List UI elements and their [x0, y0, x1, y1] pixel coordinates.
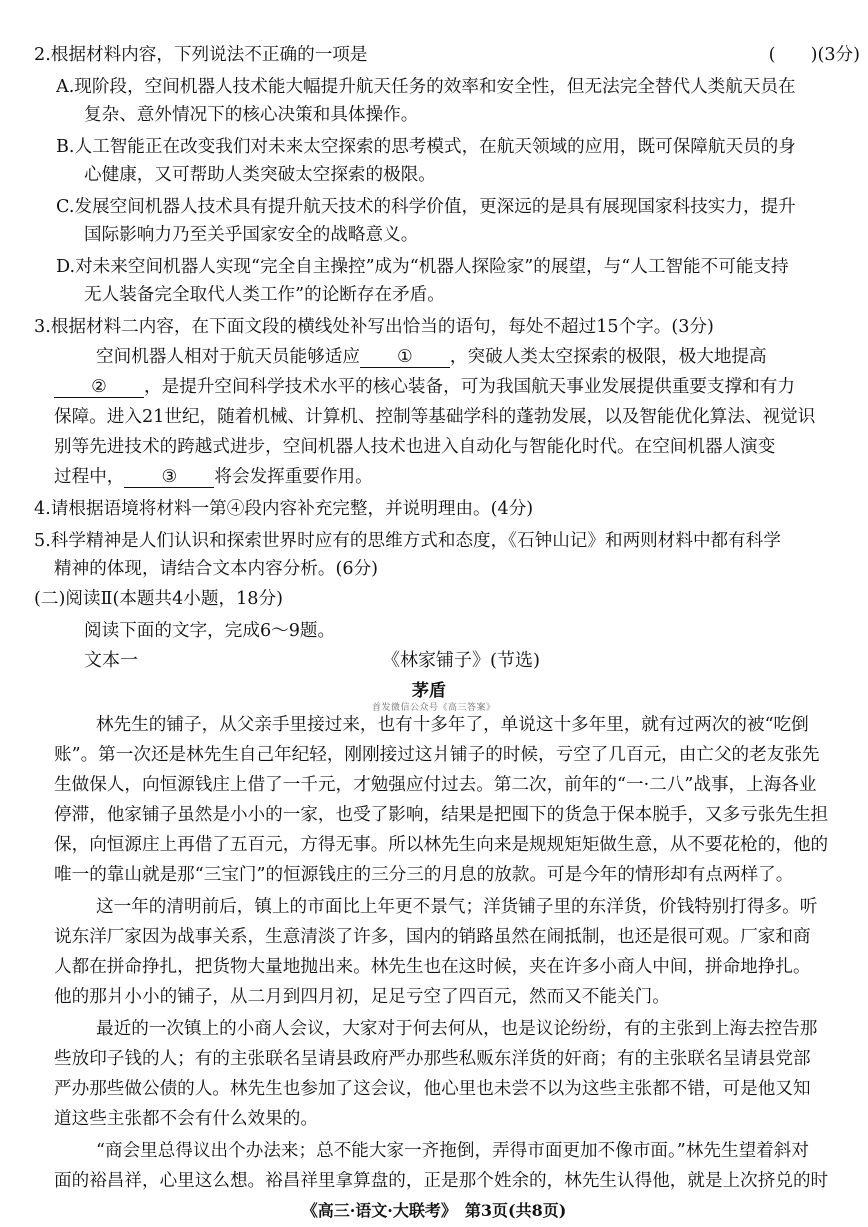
passage-line: 道这些主张都不会有什么效果的。: [54, 1109, 318, 1129]
q2-stem-text: 2.根据材料内容，下列说法不正确的一项是: [34, 45, 368, 65]
q3-text: ，突破人类太空探索的极限，极大地提高: [449, 347, 767, 367]
q3-blank-3: ③: [124, 467, 214, 488]
q2-option-a-line1: A.现阶段，空间机器人技术能大幅提升航天任务的效率和安全性，但无法完全替代人类航天员在: [56, 77, 796, 97]
q2-option-c-line2: 国际影响力乃至关乎国家安全的战略意义。: [84, 225, 419, 245]
q2-stem: [34, 44, 868, 66]
q3-paragraph-line2: [54, 376, 868, 398]
q2-option-d-line1: D.对未来空间机器人实现“完全自主操控”成为“机器人探险家”的展望，与“人工智能不可能支持: [56, 257, 789, 277]
passage-line: 保，向恒源庄上再借了五百元，方得无事。所以林先生向来是规规矩矩做生意，从不要花枪的，他的: [54, 835, 829, 855]
q2-option-c-line1: C.发展空间机器人技术具有提升航天技术的科学价值，更深远的是具有展现国家科技实力，提升: [56, 197, 796, 217]
section-heading: (二)阅读Ⅱ(本题共4小题，18分): [34, 589, 283, 609]
passage-line: 严办那些做公债的人。林先生也参加了这会议，他心里也未尝不以为这些主张都不错，可是他又知: [54, 1079, 811, 1099]
q3-blank-1: ①: [360, 347, 450, 368]
passage-line: 说东洋厂家因为战事关系，生意清淡了许多，国内的销路虽然在闹抵制，也还是很可观。厂家和商: [54, 927, 811, 947]
q2-option-b-line2: 心健康，又可帮助人类突破太空探索的极限。: [84, 165, 436, 185]
q5-stem-line1: 5.科学精神是人们认识和探索世界时应有的思维方式和态度，《石钟山记》和两则材料中都有科学: [34, 531, 781, 551]
q3-text: 空间机器人相对于航天员能够适应: [96, 347, 360, 367]
passage-line: 这一年的清明前后，镇上的市面比上年更不景气；洋货铺子里的东洋货，价钱特别打得多。听: [96, 897, 818, 917]
q3-text: 过程中，: [54, 467, 125, 487]
passage-line: 面的裕昌祥，心里这么想。裕昌祥里拿算盘的，正是那个姓余的，林先生认得他，就是上次挤兑的时: [54, 1171, 829, 1191]
q3-paragraph-line1: [96, 346, 868, 368]
passage-line: 账”。第一次还是林先生自己年纪轻，刚刚接过这爿铺子的时候，亏空了几百元，由亡父的老友张先: [54, 745, 820, 765]
q2-option-a-line2: 复杂、意外情况下的核心决策和具体操作。: [84, 105, 419, 125]
page-footer: 《高三·语文·大联考》 第3页(共8页): [301, 1201, 567, 1220]
passage-line: 他的那爿小小的铺子，从二月到四月初，足足亏空了四百元，然而又不能关门。: [54, 987, 670, 1007]
passage-line: 停滞，他家铺子虽然是小小的一家，也受了影响，结果是把囤下的货急于保本脱手，又多亏张先生担: [54, 805, 829, 825]
watermark-text: 首发微信公众号《高三答案》: [372, 703, 496, 713]
q3-blank-2: ②: [54, 377, 144, 398]
q2-option-b-line1: B.人工智能正在改变我们对未来太空探索的思考模式，在航天领域的应用，既可保障航天员的身: [56, 137, 796, 157]
passage-line: 人都在拼命挣扎，把货物大量地抛出来。林先生也在这时候，夹在许多小商人中间，拼命地挣扎。: [54, 957, 811, 977]
passage-author: 茅盾: [412, 681, 446, 701]
passage-line: 些放印子钱的人；有的主张联名呈请县政府严办那些私贩东洋货的奸商；有的主张联名呈请县党部: [54, 1049, 811, 1069]
passage-line: 生做保人，向恒源钱庄上借了一千元，才勉强应付过去。第二次，前年的“一·二八”战事，上海各业: [54, 775, 817, 795]
text-label: 文本一: [84, 650, 138, 671]
q2-option-d-line2: 无人装备完全取代人类工作”的论断存在矛盾。: [84, 285, 445, 305]
q3-text: 将会发挥重要作用。: [214, 467, 373, 487]
passage-line: “商会里总得议出个办法来；总不能大家一齐拖倒，弄得市面更加不像市面。”林先生望着斜对: [96, 1141, 809, 1161]
passage-line: 林先生的铺子，从父亲手里接过来，也有十多年了，单说这十多年里，就有过两次的被“吃倒: [96, 715, 809, 735]
section-instruction: 阅读下面的文字，完成6～9题。: [84, 621, 336, 641]
q3-text: ，是提升空间科学技术水平的核心装备，可为我国航天事业发展提供重要支撑和有力: [144, 377, 795, 397]
q4-stem: 4.请根据语境将材料一第④段内容补充完整，并说明理由。(4分): [34, 499, 534, 519]
q5-stem-line2: 精神的体现，请结合文本内容分析。(6分): [54, 559, 379, 579]
q2-score: ( )(3分): [768, 45, 860, 65]
passage-line: 唯一的靠山就是那“三宝门”的恒源钱庄的三分三的月息的放款。可是今年的情形却有点两样了。: [54, 865, 794, 885]
q3-paragraph-line4: 别等先进技术的跨越式进步，空间机器人技术也进入自动化与智能化时代。在空间机器人演变: [54, 437, 776, 457]
q3-paragraph-line5: [54, 466, 868, 488]
passage-title: 《林家铺子》(节选): [382, 650, 541, 671]
q3-stem: 3.根据材料二内容，在下面文段的横线处补写出恰当的语句，每处不超过15个字。(3分): [34, 317, 714, 337]
q3-paragraph-line3: 保障。进入21世纪，随着机械、计算机、控制等基础学科的蓬勃发展，以及智能优化算法、视觉识: [54, 407, 816, 427]
passage-line: 最近的一次镇上的小商人会议，大家对于何去何从，也是议论纷纷，有的主张到上海去控告那: [96, 1019, 818, 1039]
